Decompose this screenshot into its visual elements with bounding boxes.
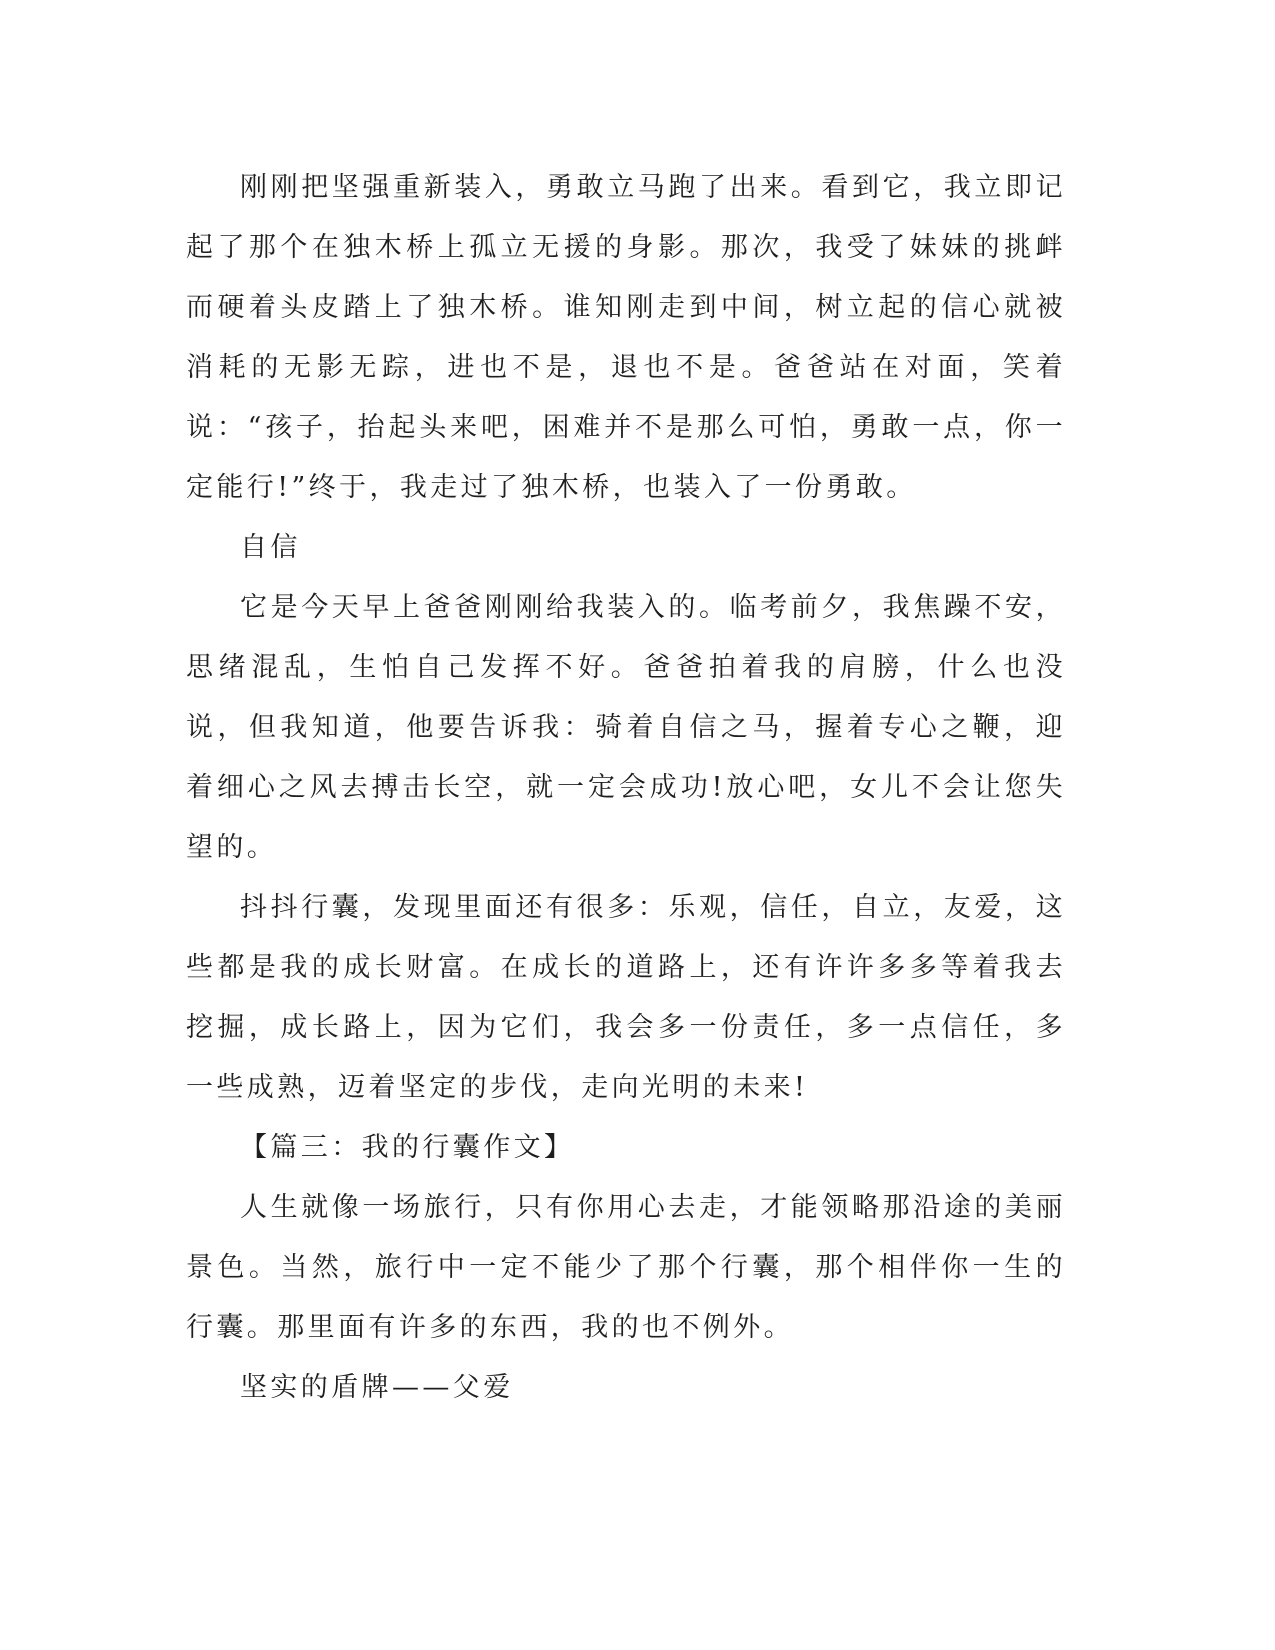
paragraph-growth-wealth: 抖抖行囊，发现里面还有很多：乐观，信任，自立，友爱，这些都是我的成长财富。在成长的道路上，还有许许多多等着我去挖掘，成长路上，因为它们，我会多一份责任，多一点信任，多一些成熟，迈着坚定的步伐，走向光明的未来! [186,892,1066,1103]
chapter-heading-part-three: 【篇三：我的行囊作文】 [240,1132,575,1163]
paragraph-life-journey: 人生就像一场旅行，只有你用心去走，才能领略那沿途的美丽景色。当然，旅行中一定不能少了那个行囊，那个相伴你一生的行囊。那里面有许多的东西，我的也不例外。 [186,1192,1066,1343]
section-heading-fathers-love: 坚实的盾牌——父爱 [240,1372,514,1403]
section-heading-confidence: 自信 [240,532,301,563]
document-body [186,158,1066,1418]
paragraph-confidence: 它是今天早上爸爸刚刚给我装入的。临考前夕，我焦躁不安，思绪混乱，生怕自己发挥不好。爸爸拍着我的肩膀，什么也没说，但我知道，他要告诉我：骑着自信之马，握着专心之鞭，迎着细心之风去搏击长空，就一定会成功!放心吧，女儿不会让您失望的。 [186,592,1066,863]
paragraph-courage: 刚刚把坚强重新装入，勇敢立马跑了出来。看到它，我立即记起了那个在独木桥上孤立无援的身影。那次，我受了妹妹的挑衅而硬着头皮踏上了独木桥。谁知刚走到中间，树立起的信心就被消耗的无影无踪，进也不是，退也不是。爸爸站在对面，笑着说：“孩子，抬起头来吧，困难并不是那么可怕，勇敢一点，你一定能行!”终于，我走过了独木桥，也装入了一份勇敢。 [186,172,1066,503]
